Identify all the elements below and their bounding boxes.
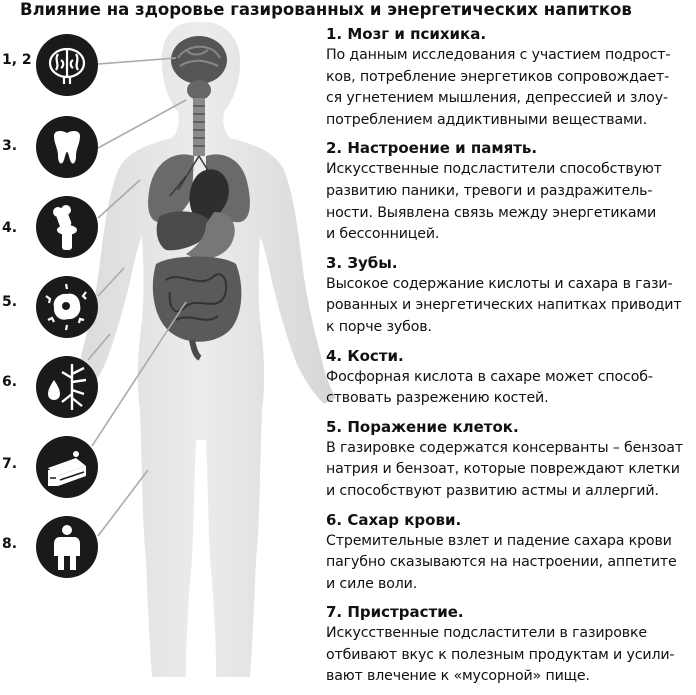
section-body: По данным исследования с участием подрост- ков, потребление энергетиков сопровождает- ся угнетением мышления, депрессией и злоу- потреблением аддиктивными веществами. bbox=[326, 47, 671, 128]
section-heading: 5. Поражение клеток. bbox=[326, 417, 519, 436]
body-silhouette-icon bbox=[36, 516, 98, 578]
diagram-title: Влияние на здоровье газированных и энергетических напитков bbox=[20, 0, 632, 19]
section-body: Искусственные подсластители способствуют развитию паники, тревоги и раздражитель- ности. Выявлена связь между энергетиками и бессонницей. bbox=[326, 161, 662, 243]
section-body: В газировке содержатся консерванты – бензоат натрия и бензоат, которые повреждают клетки и способствуют развитию астмы и аллергий. bbox=[326, 439, 683, 499]
section-cells bbox=[326, 417, 692, 503]
brain-icon bbox=[36, 34, 98, 96]
section-brain bbox=[326, 24, 692, 131]
section-heading: 6. Сахар крови. bbox=[326, 510, 462, 529]
section-heading: 4. Кости. bbox=[326, 346, 404, 365]
section-body: Искусственные подсластители в газировке отбивают вкус к полезным продуктам и усили- вают влечение к «мусорной» пище. bbox=[326, 625, 675, 685]
label-8: 8. bbox=[2, 536, 18, 552]
blood-vessel-icon bbox=[36, 356, 98, 418]
bone-joint-icon bbox=[36, 196, 98, 258]
cake-icon bbox=[36, 436, 98, 498]
label-4: 4. bbox=[2, 220, 18, 236]
label-1-2: 1, 2 bbox=[2, 52, 32, 68]
cell-icon bbox=[36, 276, 98, 338]
tooth-icon bbox=[36, 116, 98, 178]
label-5: 5. bbox=[2, 294, 18, 310]
label-7: 7. bbox=[2, 456, 18, 472]
text-column bbox=[326, 24, 692, 695]
section-blood-sugar bbox=[326, 510, 692, 596]
section-mood bbox=[326, 138, 692, 245]
label-3: 3. bbox=[2, 138, 18, 154]
section-body: Фосфорная кислота в сахаре может способ- ствовать разрежению костей. bbox=[326, 368, 653, 407]
section-heading: 1. Мозг и психика. bbox=[326, 25, 487, 43]
section-addiction bbox=[326, 602, 692, 688]
section-bones bbox=[326, 346, 692, 410]
section-body: Стремительные взлет и падение сахара крови пагубно сказываются на настроении, аппетите и силе воли. bbox=[326, 532, 677, 592]
section-body: Высокое содержание кислоты и сахара в гази- рованных и энергетических напитках приводит к порче зубов. bbox=[326, 275, 682, 335]
section-heading: 2. Настроение и память. bbox=[326, 139, 538, 158]
label-6: 6. bbox=[2, 374, 18, 390]
section-teeth bbox=[326, 253, 692, 339]
section-heading: 7. Пристрастие. bbox=[326, 603, 464, 622]
section-heading: 3. Зубы. bbox=[326, 253, 398, 272]
